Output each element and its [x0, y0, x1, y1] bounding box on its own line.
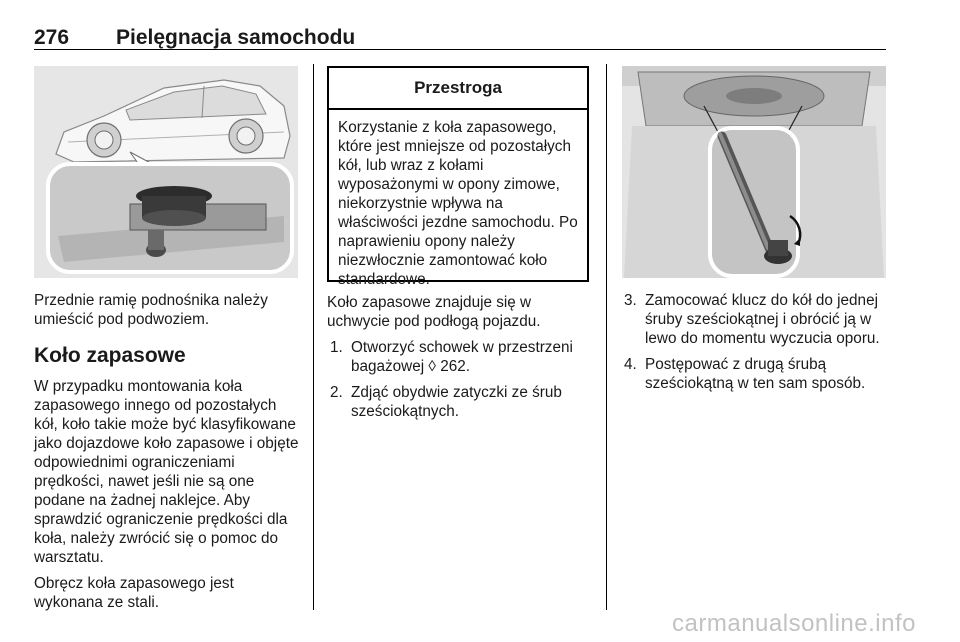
section-body — [34, 377, 302, 612]
middle-column-body — [327, 293, 591, 428]
column-divider-left — [313, 64, 314, 610]
section-heading: Koło zapasowe — [34, 344, 186, 367]
figure-caption: Przednie ramię podnośnika należy umieścić pod podwoziem. — [34, 292, 268, 328]
steps-list-2 — [621, 291, 891, 393]
paragraph-steel-rim: Obręcz koła zapasowego jest wykonana ze stali. — [34, 575, 234, 611]
column-divider-right — [606, 64, 607, 610]
chapter-title: Pielęgnacja samochodu — [116, 26, 356, 49]
step-item: 3. Zamocować klucz do kół do jednej śruby sześciokątnej i obrócić ją w lewo do momentu wyczucia oporu. — [624, 292, 880, 347]
jack-point-illustration — [34, 66, 298, 278]
watermark: carmanualsonline.info — [672, 610, 916, 637]
caution-box — [327, 66, 589, 288]
page-reference-icon: ◊ — [428, 358, 436, 375]
caution-title: Przestroga — [329, 68, 587, 110]
caution-body: Korzystanie z koła zapasowego, które jest mniejsze od pozostałych kół, lub wraz z kołami wyposażonymi w opony zimowe, niekorzystnie wpływa na właściwości jezdne samochodu. Po naprawieniu opony należy niezwłocznie zamontować koło standardowe. — [338, 119, 578, 288]
page-number: 276 — [34, 26, 70, 49]
spare-wheel-location: Koło zapasowe znajduje się w uchwycie pod podłogą pojazdu. — [327, 294, 541, 330]
page-reference-link[interactable]: 262. — [440, 358, 470, 375]
right-column-body — [621, 291, 891, 400]
wheel-wrench-illustration — [622, 66, 886, 278]
paragraph-spare-wheel-speed: W przypadku montowania koła zapasowego innego od pozostałych kół, koło takie może być klasyfikowane jako dojazdowe koło zapasowe i objęte odpowiednimi ograniczeniami prędkości, nawet jeśli nie są one podane na żadnej naklejce. Aby sprawdzić ograniczenie prędkości dla koła, należy zwrócić się o pomoc do warsztatu. — [34, 378, 299, 566]
page-header — [34, 22, 886, 52]
steps-list-1 — [327, 338, 591, 421]
step-item: 2. Zdjąć obydwie zatyczki ze śrub sześciokątnych. — [330, 384, 562, 420]
step-item: 1. Otworzyć schowek w przestrzeni bagażowej ◊ 262. — [330, 339, 573, 375]
step-item: 4. Postępować z drugą śrubą sześciokątną w ten sam sposób. — [624, 356, 866, 392]
header-divider — [34, 49, 886, 50]
